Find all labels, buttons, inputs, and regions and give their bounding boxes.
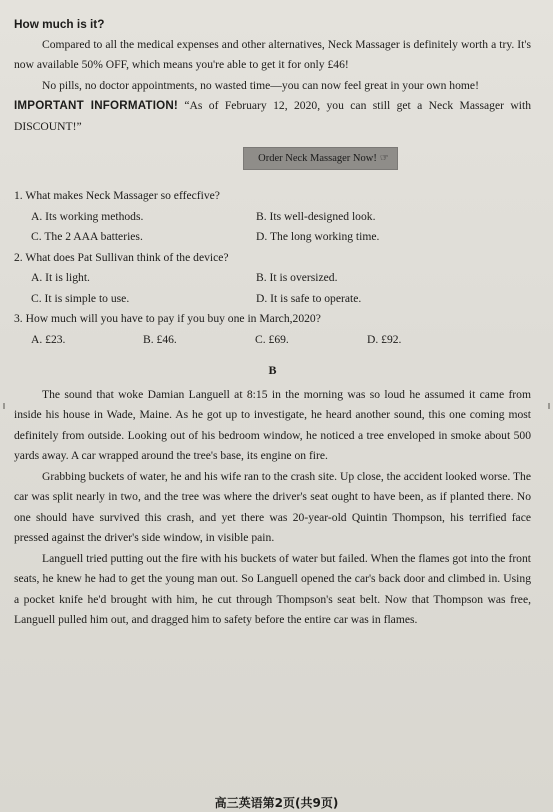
passage-paragraph: The sound that woke Damian Languell at 8:15 in the morning was so loud he assumed it came from inside his house in Wade, Maine. As he got up to investigate, he heard another sound, this one coming most definitely from outside. Looking out of his bedroom window, he noticed a tree enveloped in smoke about 500 yards away. A car wrapped around the tree's base, its engine on fire. bbox=[14, 387, 531, 462]
passage-paragraph: Grabbing buckets of water, he and his wife ran to the crash site. Up close, the accident looked worse. The car was split nearly in two, and the tree was where the driver's seat ought to have been, as if planted there. No one should have survived this crash, and yet there was 20-year-old Quintin Thompson, his terrified face pressed against the driver's side window, in visible pain. bbox=[14, 469, 531, 544]
option-a: A. It is light. bbox=[31, 271, 90, 284]
section-heading: How much is it? bbox=[14, 17, 105, 31]
option-d: D. £92. bbox=[367, 332, 402, 346]
important-label: IMPORTANT INFORMATION! bbox=[14, 99, 178, 112]
option-d: D. It is safe to operate. bbox=[256, 291, 362, 305]
order-button[interactable] bbox=[243, 147, 398, 170]
option-b: B. Its well-designed look. bbox=[256, 209, 376, 223]
question-stem: 3. How much will you have to pay if you buy one in March,2020? bbox=[14, 312, 321, 325]
question-2 bbox=[14, 248, 531, 310]
question-1 bbox=[14, 186, 531, 248]
question-stem: 1. What makes Neck Massager so effecfive? bbox=[14, 189, 220, 202]
options bbox=[14, 330, 531, 351]
options bbox=[14, 207, 531, 248]
important-text: “As of February 12, 2020, you can still get a Neck Massager with DISCOUNT!” bbox=[14, 99, 531, 133]
order-button-label: Order Neck Massager Now! bbox=[258, 153, 377, 164]
option-c: C. £69. bbox=[255, 332, 289, 346]
important-information bbox=[14, 96, 531, 137]
page-footer: 高三英语第2页(共9页) bbox=[214, 796, 339, 810]
right-edge-mark bbox=[548, 403, 550, 409]
options bbox=[14, 268, 531, 309]
left-edge-mark bbox=[3, 403, 5, 409]
option-c: C. It is simple to use. bbox=[31, 291, 130, 305]
pointing-hand-icon: ☞ bbox=[379, 153, 389, 164]
question-3 bbox=[14, 309, 531, 350]
question-stem: 2. What does Pat Sullivan think of the device? bbox=[14, 250, 229, 264]
option-c: C. The 2 AAA batteries. bbox=[31, 230, 143, 243]
option-a: A. Its working methods. bbox=[31, 209, 144, 223]
option-b: B. £46. bbox=[143, 332, 177, 346]
price-paragraph: Compared to all the medical expenses and other alternatives, Neck Massager is definitely worth a try. It's now available 50% OFF, which means you're able to get it for only £46! bbox=[14, 37, 531, 71]
option-a: A. £23. bbox=[31, 332, 66, 346]
passage-paragraph: Languell tried putting out the fire with his buckets of water but failed. When the flames got into the front seats, he knew he had to get the young man out. So Languell opened the car's back door and climbed in. Using a pocket knife he'd brought with him, he cut through Thompson's seat belt. Now that Thompson was free, Languell pulled him out, and dragged him to safety before the entire car was in flames. bbox=[14, 551, 531, 626]
section-b-title: B bbox=[268, 363, 277, 377]
option-b: B. It is oversized. bbox=[256, 271, 338, 284]
order-button-row bbox=[14, 147, 531, 170]
option-d: D. The long working time. bbox=[256, 230, 380, 243]
no-pills-paragraph: No pills, no doctor appointments, no wasted time—you can now feel great in your own home! bbox=[42, 78, 479, 92]
